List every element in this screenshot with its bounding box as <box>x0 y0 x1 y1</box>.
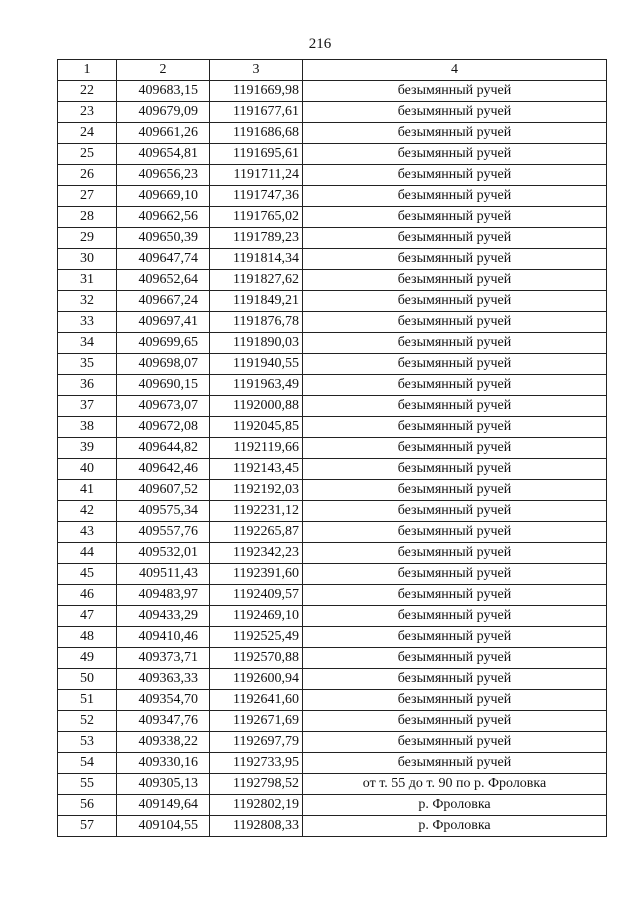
x-coordinate-cell: 409330,16 <box>117 753 210 774</box>
y-coordinate-cell: 1192600,94 <box>210 669 303 690</box>
table-row <box>58 543 607 564</box>
point-number-cell: 48 <box>58 627 117 648</box>
y-coordinate-cell: 1192342,23 <box>210 543 303 564</box>
point-number-cell: 40 <box>58 459 117 480</box>
point-number-cell: 51 <box>58 690 117 711</box>
point-number-cell: 47 <box>58 606 117 627</box>
point-number-cell: 32 <box>58 291 117 312</box>
table-row <box>58 354 607 375</box>
description-cell: безымянный ручей <box>303 690 607 711</box>
y-coordinate-cell: 1191789,23 <box>210 228 303 249</box>
x-coordinate-cell: 409669,10 <box>117 186 210 207</box>
table-row <box>58 459 607 480</box>
point-number-cell: 39 <box>58 438 117 459</box>
point-number-cell: 30 <box>58 249 117 270</box>
table-row <box>58 669 607 690</box>
y-coordinate-cell: 1191849,21 <box>210 291 303 312</box>
table-row <box>58 291 607 312</box>
description-cell: безымянный ручей <box>303 333 607 354</box>
y-coordinate-cell: 1191814,34 <box>210 249 303 270</box>
x-coordinate-cell: 409683,15 <box>117 81 210 102</box>
x-coordinate-cell: 409656,23 <box>117 165 210 186</box>
x-coordinate-cell: 409667,24 <box>117 291 210 312</box>
x-coordinate-cell: 409699,65 <box>117 333 210 354</box>
x-coordinate-cell: 409654,81 <box>117 144 210 165</box>
x-coordinate-cell: 409697,41 <box>117 312 210 333</box>
description-cell: от т. 55 до т. 90 по р. Фроловка <box>303 774 607 795</box>
x-coordinate-cell: 409652,64 <box>117 270 210 291</box>
point-number-cell: 29 <box>58 228 117 249</box>
y-coordinate-cell: 1191890,03 <box>210 333 303 354</box>
y-coordinate-cell: 1191765,02 <box>210 207 303 228</box>
point-number-cell: 52 <box>58 711 117 732</box>
table-row <box>58 102 607 123</box>
description-cell: безымянный ручей <box>303 228 607 249</box>
point-number-cell: 43 <box>58 522 117 543</box>
point-number-cell: 34 <box>58 333 117 354</box>
y-coordinate-cell: 1192671,69 <box>210 711 303 732</box>
y-coordinate-cell: 1192808,33 <box>210 816 303 837</box>
table-row <box>58 585 607 606</box>
description-cell: безымянный ручей <box>303 144 607 165</box>
table-row <box>58 711 607 732</box>
point-number-cell: 23 <box>58 102 117 123</box>
description-cell: безымянный ручей <box>303 375 607 396</box>
y-coordinate-cell: 1191711,24 <box>210 165 303 186</box>
x-coordinate-cell: 409104,55 <box>117 816 210 837</box>
x-coordinate-cell: 409511,43 <box>117 564 210 585</box>
y-coordinate-cell: 1192045,85 <box>210 417 303 438</box>
y-coordinate-cell: 1192192,03 <box>210 480 303 501</box>
x-coordinate-cell: 409557,76 <box>117 522 210 543</box>
x-coordinate-cell: 409354,70 <box>117 690 210 711</box>
description-cell: безымянный ручей <box>303 585 607 606</box>
table-row <box>58 165 607 186</box>
page-number: 216 <box>308 36 332 52</box>
x-coordinate-cell: 409575,34 <box>117 501 210 522</box>
description-cell: безымянный ручей <box>303 270 607 291</box>
y-coordinate-cell: 1192000,88 <box>210 396 303 417</box>
point-number-cell: 27 <box>58 186 117 207</box>
description-cell: безымянный ручей <box>303 669 607 690</box>
y-coordinate-cell: 1192798,52 <box>210 774 303 795</box>
x-coordinate-cell: 409673,07 <box>117 396 210 417</box>
description-cell: безымянный ручей <box>303 102 607 123</box>
y-coordinate-cell: 1192469,10 <box>210 606 303 627</box>
point-number-cell: 33 <box>58 312 117 333</box>
table-row <box>58 648 607 669</box>
description-cell: безымянный ручей <box>303 249 607 270</box>
y-coordinate-cell: 1192265,87 <box>210 522 303 543</box>
coordinates-table <box>57 59 607 837</box>
table-row <box>58 123 607 144</box>
description-cell: безымянный ручей <box>303 753 607 774</box>
y-coordinate-cell: 1192231,12 <box>210 501 303 522</box>
table-row <box>58 522 607 543</box>
column-header-description: 4 <box>303 60 607 81</box>
description-cell: безымянный ручей <box>303 711 607 732</box>
point-number-cell: 24 <box>58 123 117 144</box>
x-coordinate-cell: 409607,52 <box>117 480 210 501</box>
description-cell: безымянный ручей <box>303 123 607 144</box>
y-coordinate-cell: 1191963,49 <box>210 375 303 396</box>
point-number-cell: 56 <box>58 795 117 816</box>
point-number-cell: 54 <box>58 753 117 774</box>
table-row <box>58 774 607 795</box>
description-cell: безымянный ручей <box>303 543 607 564</box>
x-coordinate-cell: 409149,64 <box>117 795 210 816</box>
y-coordinate-cell: 1192697,79 <box>210 732 303 753</box>
table-header-row <box>58 60 607 81</box>
description-cell: безымянный ручей <box>303 291 607 312</box>
table-row <box>58 375 607 396</box>
y-coordinate-cell: 1192641,60 <box>210 690 303 711</box>
point-number-cell: 42 <box>58 501 117 522</box>
table-row <box>58 144 607 165</box>
table-row <box>58 312 607 333</box>
x-coordinate-cell: 409433,29 <box>117 606 210 627</box>
y-coordinate-cell: 1192733,95 <box>210 753 303 774</box>
point-number-cell: 37 <box>58 396 117 417</box>
table-body <box>58 81 607 837</box>
description-cell: безымянный ручей <box>303 207 607 228</box>
description-cell: безымянный ручей <box>303 501 607 522</box>
table-row <box>58 690 607 711</box>
y-coordinate-cell: 1191827,62 <box>210 270 303 291</box>
table-row <box>58 732 607 753</box>
x-coordinate-cell: 409661,26 <box>117 123 210 144</box>
y-coordinate-cell: 1192570,88 <box>210 648 303 669</box>
point-number-cell: 53 <box>58 732 117 753</box>
x-coordinate-cell: 409483,97 <box>117 585 210 606</box>
x-coordinate-cell: 409690,15 <box>117 375 210 396</box>
point-number-cell: 44 <box>58 543 117 564</box>
table-row <box>58 753 607 774</box>
table-row <box>58 81 607 102</box>
table-row <box>58 501 607 522</box>
x-coordinate-cell: 409662,56 <box>117 207 210 228</box>
table-row <box>58 249 607 270</box>
description-cell: безымянный ручей <box>303 522 607 543</box>
x-coordinate-cell: 409644,82 <box>117 438 210 459</box>
point-number-cell: 45 <box>58 564 117 585</box>
y-coordinate-cell: 1192391,60 <box>210 564 303 585</box>
description-cell: безымянный ручей <box>303 81 607 102</box>
point-number-cell: 38 <box>58 417 117 438</box>
y-coordinate-cell: 1192525,49 <box>210 627 303 648</box>
point-number-cell: 55 <box>58 774 117 795</box>
description-cell: безымянный ручей <box>303 564 607 585</box>
y-coordinate-cell: 1191669,98 <box>210 81 303 102</box>
y-coordinate-cell: 1191677,61 <box>210 102 303 123</box>
x-coordinate-cell: 409650,39 <box>117 228 210 249</box>
y-coordinate-cell: 1191747,36 <box>210 186 303 207</box>
point-number-cell: 25 <box>58 144 117 165</box>
table-row <box>58 270 607 291</box>
description-cell: безымянный ручей <box>303 732 607 753</box>
x-coordinate-cell: 409373,71 <box>117 648 210 669</box>
description-cell: безымянный ручей <box>303 606 607 627</box>
table-row <box>58 333 607 354</box>
description-cell: безымянный ручей <box>303 396 607 417</box>
point-number-cell: 50 <box>58 669 117 690</box>
x-coordinate-cell: 409642,46 <box>117 459 210 480</box>
description-cell: безымянный ручей <box>303 186 607 207</box>
description-cell: р. Фроловка <box>303 816 607 837</box>
column-header-y: 3 <box>210 60 303 81</box>
table-row <box>58 207 607 228</box>
table-row <box>58 480 607 501</box>
x-coordinate-cell: 409647,74 <box>117 249 210 270</box>
description-cell: безымянный ручей <box>303 438 607 459</box>
description-cell: безымянный ручей <box>303 165 607 186</box>
point-number-cell: 36 <box>58 375 117 396</box>
x-coordinate-cell: 409698,07 <box>117 354 210 375</box>
table-row <box>58 417 607 438</box>
description-cell: безымянный ручей <box>303 459 607 480</box>
y-coordinate-cell: 1192143,45 <box>210 459 303 480</box>
description-cell: безымянный ручей <box>303 648 607 669</box>
x-coordinate-cell: 409347,76 <box>117 711 210 732</box>
description-cell: р. Фроловка <box>303 795 607 816</box>
table-row <box>58 228 607 249</box>
y-coordinate-cell: 1192119,66 <box>210 438 303 459</box>
description-cell: безымянный ручей <box>303 480 607 501</box>
x-coordinate-cell: 409305,13 <box>117 774 210 795</box>
x-coordinate-cell: 409672,08 <box>117 417 210 438</box>
point-number-cell: 26 <box>58 165 117 186</box>
point-number-cell: 49 <box>58 648 117 669</box>
point-number-cell: 31 <box>58 270 117 291</box>
description-cell: безымянный ручей <box>303 627 607 648</box>
y-coordinate-cell: 1192802,19 <box>210 795 303 816</box>
y-coordinate-cell: 1191876,78 <box>210 312 303 333</box>
x-coordinate-cell: 409532,01 <box>117 543 210 564</box>
x-coordinate-cell: 409338,22 <box>117 732 210 753</box>
point-number-cell: 57 <box>58 816 117 837</box>
table-row <box>58 627 607 648</box>
y-coordinate-cell: 1192409,57 <box>210 585 303 606</box>
y-coordinate-cell: 1191940,55 <box>210 354 303 375</box>
point-number-cell: 22 <box>58 81 117 102</box>
x-coordinate-cell: 409410,46 <box>117 627 210 648</box>
description-cell: безымянный ручей <box>303 354 607 375</box>
point-number-cell: 35 <box>58 354 117 375</box>
point-number-cell: 28 <box>58 207 117 228</box>
description-cell: безымянный ручей <box>303 312 607 333</box>
table-row <box>58 396 607 417</box>
table-row <box>58 186 607 207</box>
description-cell: безымянный ручей <box>303 417 607 438</box>
point-number-cell: 41 <box>58 480 117 501</box>
table-row <box>58 564 607 585</box>
point-number-cell: 46 <box>58 585 117 606</box>
x-coordinate-cell: 409679,09 <box>117 102 210 123</box>
table-row <box>58 438 607 459</box>
y-coordinate-cell: 1191695,61 <box>210 144 303 165</box>
table-row <box>58 606 607 627</box>
table-row <box>58 795 607 816</box>
column-header-x: 2 <box>117 60 210 81</box>
table-row <box>58 816 607 837</box>
column-header-number: 1 <box>58 60 117 81</box>
y-coordinate-cell: 1191686,68 <box>210 123 303 144</box>
x-coordinate-cell: 409363,33 <box>117 669 210 690</box>
